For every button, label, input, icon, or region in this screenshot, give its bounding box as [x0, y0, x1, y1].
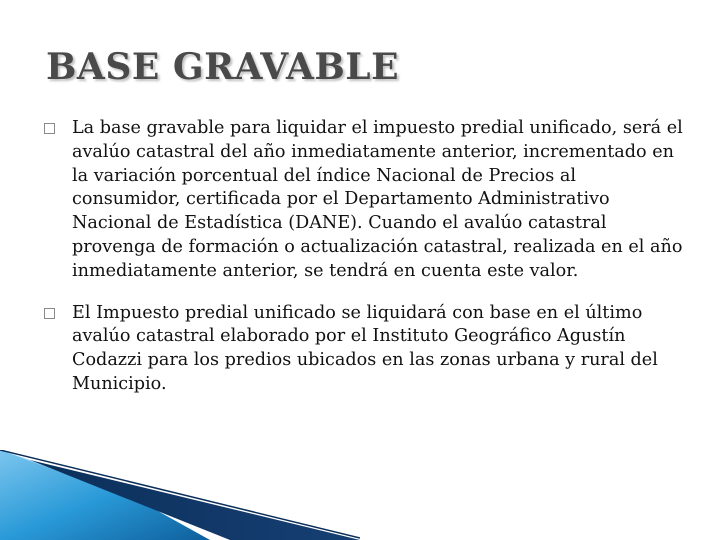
bullet-item [44, 117, 684, 284]
bullet-list [44, 117, 684, 397]
bullet-item [44, 302, 684, 397]
slide-title: BASE GRAVABLE [46, 46, 400, 88]
square-bullet-icon [44, 308, 55, 319]
swoosh-blue-shape [0, 450, 210, 540]
bullet-text: El Impuesto predial unificado se liquidará con base en el último avalúo catastral elaborado por el Instituto Geográfico Agustín Codazzi para los predios ubicados en las zonas urbana y rural del Municipio. [72, 302, 658, 394]
decorative-corner-swoosh [0, 450, 360, 540]
bullet-text: La base gravable para liquidar el impuesto predial unificado, será el avalúo catastral del año inmediatamente anterior, incrementado en la variación porcentual del índice Nacional de Precios al consumidor, certificada por el Departamento Administrativo Nacional de Estadística (DANE). Cuando el avalúo catastral provenga de formación o actualización catastral, realizada en el año inmediatamente anterior, se tendrá en cuenta este valor. [72, 118, 683, 281]
square-bullet-icon [44, 123, 55, 134]
